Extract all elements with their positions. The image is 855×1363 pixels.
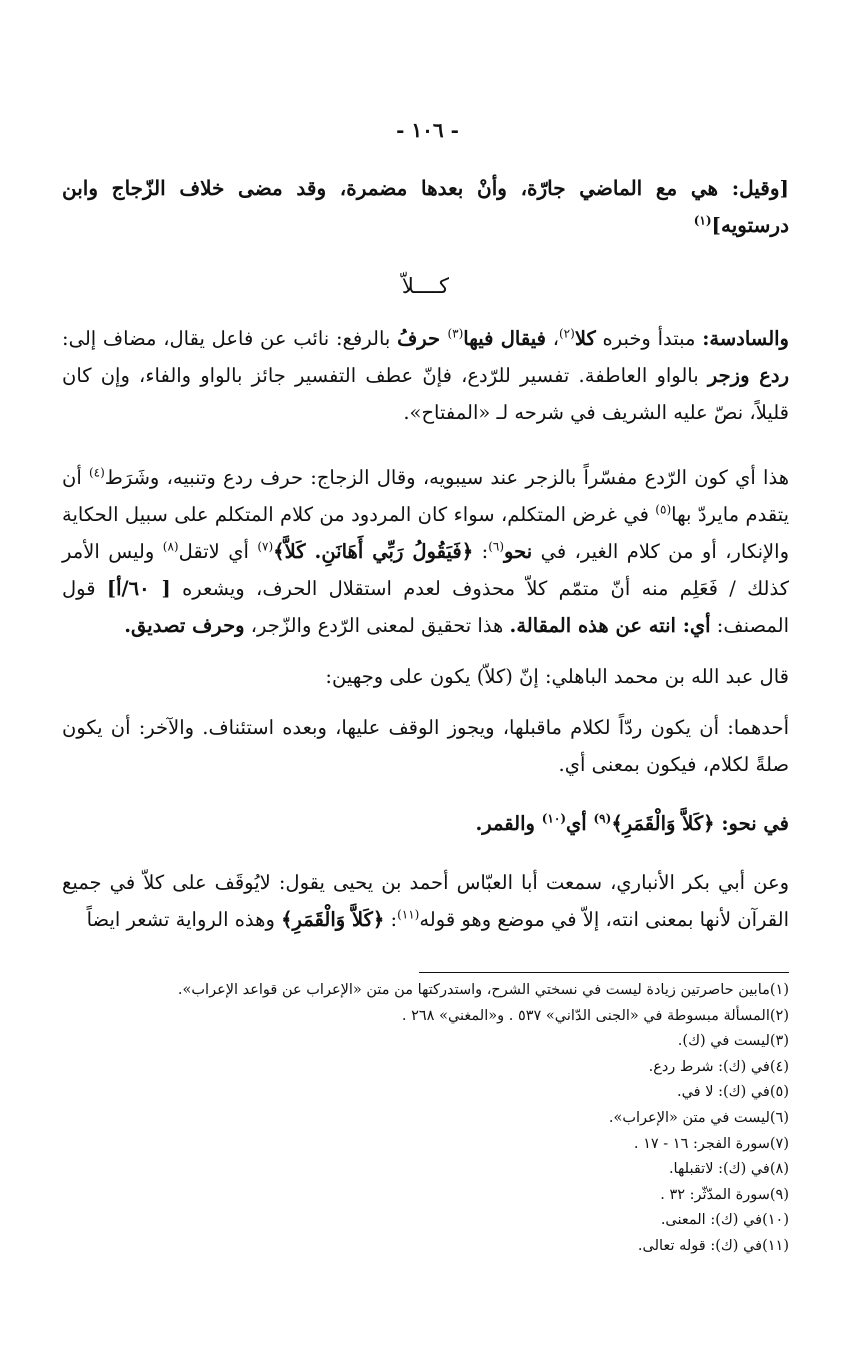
footnote-ref: (٩) — [593, 811, 612, 826]
quran-verse: ﴿فَيَقُولُ رَبِّي أَهَانَنِ. كَلاَّ﴾ — [273, 540, 474, 563]
footnote: (٩)سورة المدّثّر: ٣٢ . — [660, 1186, 789, 1203]
paragraph-bahili: قال عبد الله بن محمد الباهلي: إنّ (كلاّ) يكون على وجهين: — [325, 665, 789, 688]
footnote-ref: (٢) — [558, 326, 575, 341]
text-run: في غرض المتكلم، سواء كان المردود من كلام المتكلم على سبيل الحكاية والإنكار، أو من كلام الغير، في — [62, 503, 790, 563]
text-run: ، — [545, 327, 559, 350]
text-run: أي لاتقل — [178, 540, 258, 563]
term: والسادسة: — [702, 327, 789, 350]
section-heading: كــــلاّ — [401, 274, 450, 298]
quran-verse: ﴿كَلاَّ وَالْقَمَرِ﴾ — [611, 812, 715, 835]
footnote: (٣)ليست في (ك). — [677, 1033, 789, 1050]
page-number: - ١٠٦ - — [396, 118, 459, 142]
footnotes — [62, 978, 789, 1260]
text-run: أي — [566, 812, 594, 835]
footnote-ref: (٥) — [655, 502, 672, 517]
term: كلا — [574, 327, 596, 350]
text-run: هذا تحقيق لمعنى الرّدع والزّجر، — [244, 614, 510, 637]
paragraph-sixth-usage — [62, 320, 789, 431]
footnote-ref: (١١) — [397, 907, 420, 922]
footnote: (٧)سورة الفجر: ١٦ - ١٧ . — [633, 1135, 789, 1152]
text-run: في نحو: — [714, 812, 789, 835]
text-run: هذا أي كون الرّدع مفسّراً بالزجر عند سيبويه، وقال الزجاج: حرف ردع وتنبيه، وشَرَط — [104, 466, 789, 489]
term: نحو — [504, 540, 533, 563]
paragraph-example — [62, 805, 789, 842]
paragraph-anbari — [62, 864, 789, 938]
footnote-ref: (٦) — [488, 539, 505, 554]
paragraph-zajjaj — [62, 459, 789, 644]
footnote: (٢)المسألة مبسوطة في «الجنى الدّاني» ٥٣٧ . و«المغني» ٢٦٨ . — [401, 1007, 789, 1024]
footnote-ref: (٨) — [162, 539, 179, 554]
footnote: (١)مابين حاصرتين زيادة ليست في نسختي الشرح، واستدركتها من متن «الإعراب عن قواعد الإعراب». — [177, 982, 789, 998]
footnote-ref: (٤) — [88, 465, 105, 480]
text-run: وليس الأمر كذلك / فَعَلِم منه أنّ متمّم كلاّ محذوف لعدم استقلال الحرف، ويشعره — [62, 540, 789, 600]
text-run: : — [384, 908, 398, 931]
footnote: (١١)في (ك): قوله تعالى. — [637, 1237, 789, 1254]
text-run: وهذه الرواية تشعر ايضاً — [86, 908, 282, 931]
paragraph-bracketed-addition — [62, 170, 789, 244]
quran-verse: ﴿كَلاَّ وَالْقَمَرِ﴾ — [281, 908, 385, 931]
paragraph-two-aspects: أحدهما: أن يكون ردّاً لكلام ماقبلها، ويجوز الوقف عليها، وبعده استئناف. والآخر: أن يكون صلةً لكلام، فيكون بمعنى أي. — [62, 716, 789, 776]
text-run: والقمر. — [475, 812, 542, 835]
footnote: (٦)ليست في متن «الإعراب». — [608, 1109, 789, 1126]
text-run: قول المصنف: — [62, 577, 789, 637]
term: وحرف تصديق. — [124, 614, 245, 637]
term: أي: انته عن هذه المقالة. — [509, 614, 711, 637]
term: ردع وزجر — [707, 364, 790, 387]
footnote: (٨)في (ك): لاتقبلها. — [668, 1161, 789, 1178]
footnote: (١٠)في (ك): المعنى. — [660, 1212, 789, 1229]
term: فيقال فيها — [463, 327, 546, 350]
text-run: أن يتقدم مايردّ بها — [62, 466, 790, 526]
footnote-separator — [419, 972, 789, 973]
footnote: (٥)في (ك): لا في. — [676, 1084, 789, 1101]
text-run: بالرفع: نائب عن فاعل يقال، مضاف إلى: — [62, 327, 398, 350]
manuscript-folio-ref: [ ٦٠/أ] — [106, 577, 171, 600]
footnote-ref: (١٠) — [541, 811, 566, 826]
term: حرفُ — [397, 327, 448, 350]
footnote-ref: (٣) — [447, 326, 464, 341]
text-run: : — [473, 540, 489, 563]
footnote-ref: (١) — [693, 213, 712, 228]
footnote: (٤)في (ك): شرط ردع. — [648, 1058, 789, 1075]
text-run: مبتدأ وخبره — [595, 327, 703, 350]
text-run: بالواو العاطفة. تفسير للرّدع، فإنّ عطف التفسير جائز بالواو والفاء، وإن كان قليلاً، نصّ عليه الشريف في شرحه لـ «المفتاح». — [62, 364, 789, 424]
text-run: وعن أبي بكر الأنباري، سمعت أبا العبّاس أحمد بن يحيى يقول: لايُوقَف على كلاّ في جميع القرآن لأنها بمعنى انته، إلاّ في موضع وهو قوله — [62, 871, 789, 931]
paragraph-text: [وقيل: هي مع الماضي جارّة، وأنْ بعدها مضمرة، وقد مضى خلاف الزّجاج وابن درستويه] — [62, 176, 789, 237]
footnote-ref: (٧) — [257, 539, 274, 554]
